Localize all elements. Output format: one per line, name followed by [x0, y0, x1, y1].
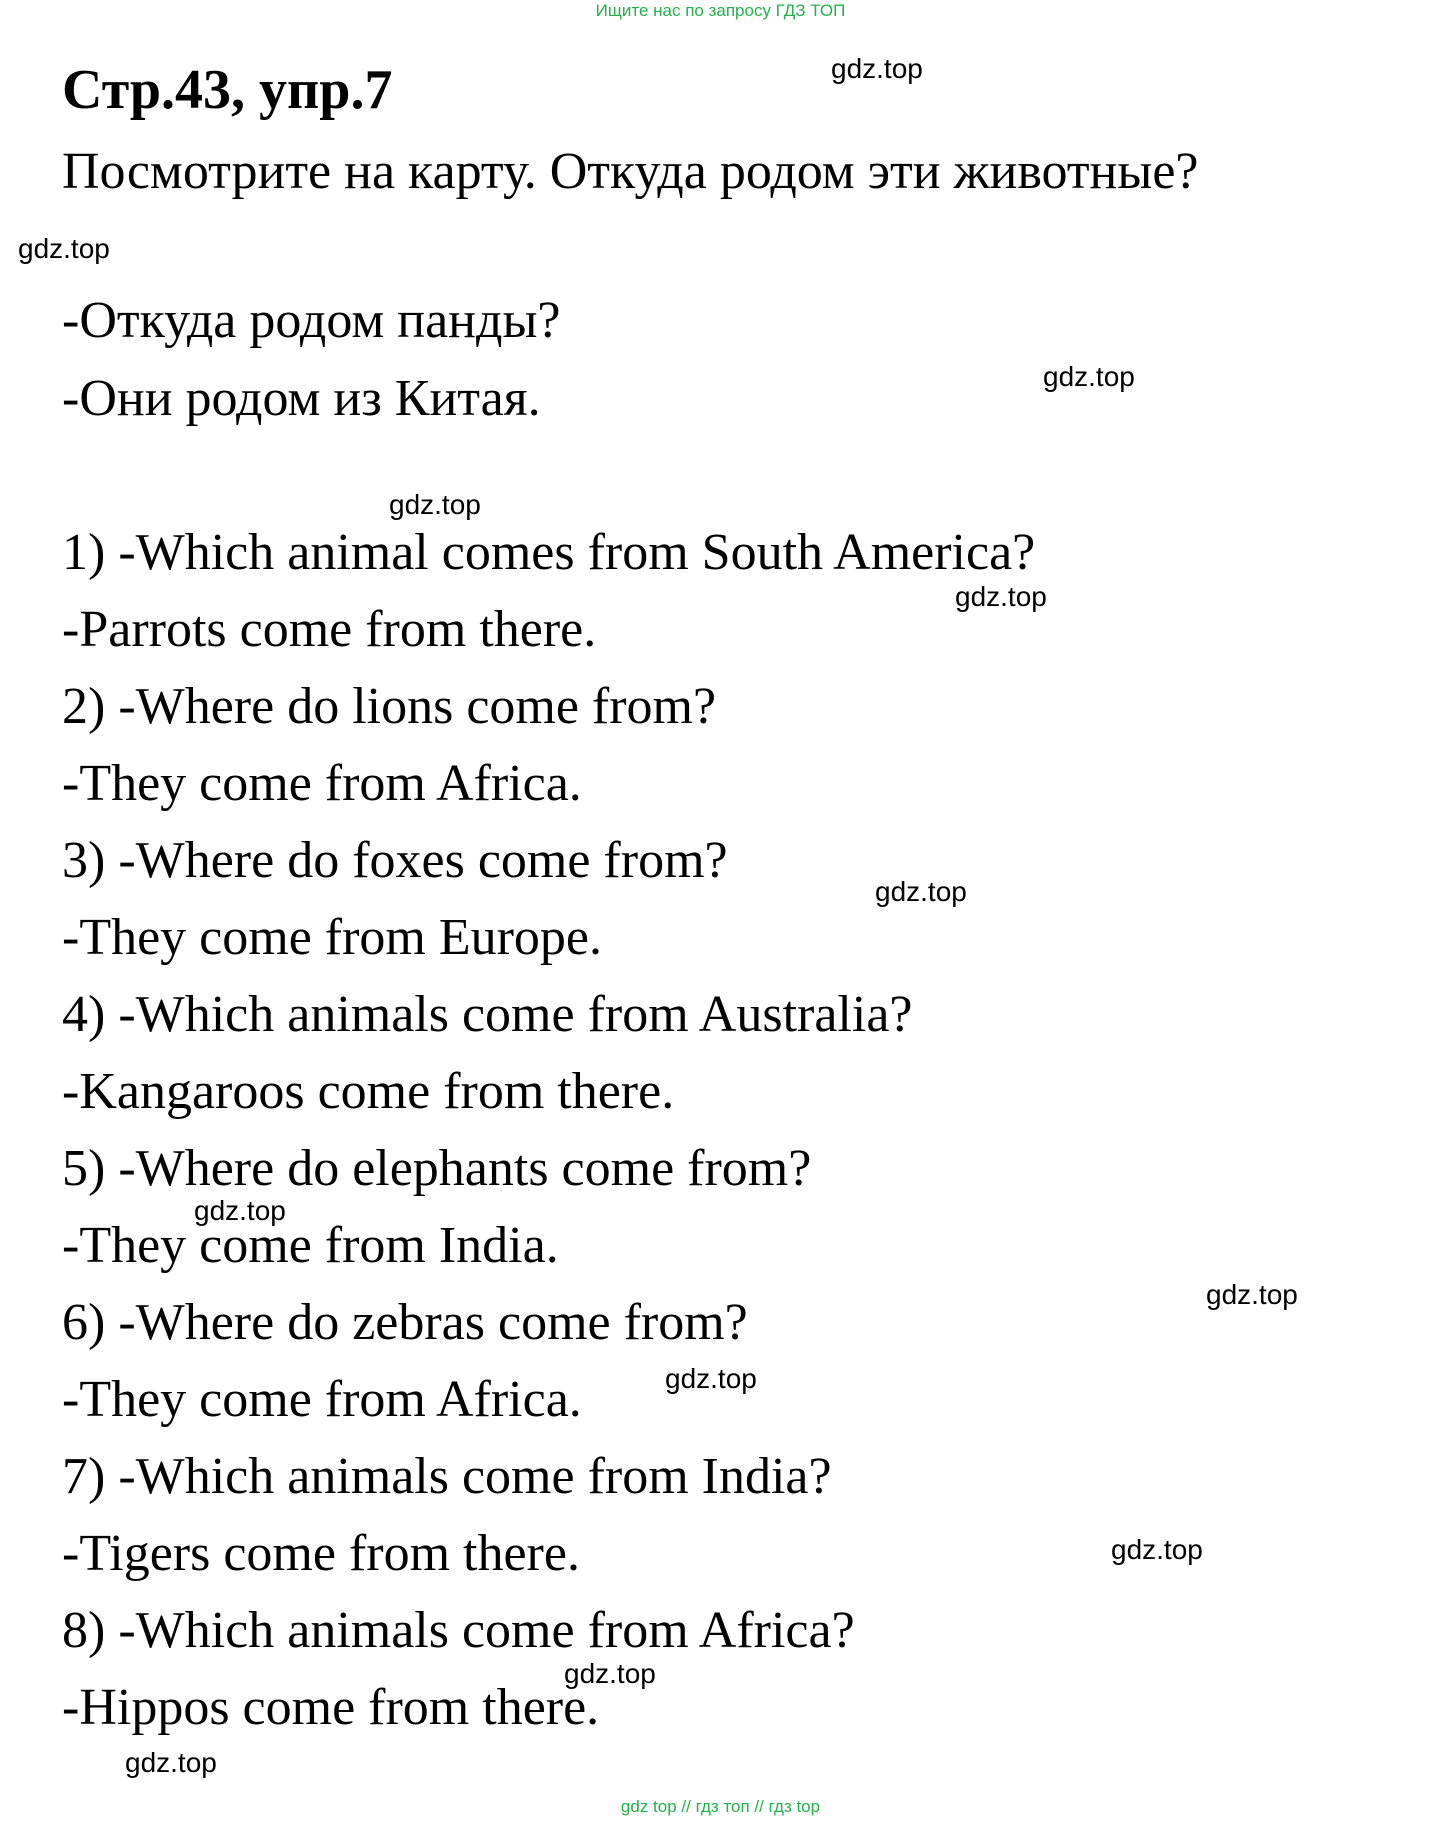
- question-1: 1) -Which animal comes from South America?: [62, 524, 1036, 581]
- watermark: gdz.top: [955, 581, 1047, 612]
- answer-7: -Tigers come from there.: [62, 1525, 580, 1582]
- page-title: Стр.43, упр.7: [62, 59, 393, 121]
- watermark: gdz.top: [1111, 1534, 1203, 1565]
- question-4: 4) -Which animals come from Australia?: [62, 986, 913, 1043]
- question-6: 6) -Where do zebras come from?: [62, 1294, 748, 1351]
- question-2: 2) -Where do lions come from?: [62, 678, 717, 735]
- footer-watermark: gdz top // гдз топ // гдз top: [620, 1797, 821, 1816]
- watermark: gdz.top: [389, 489, 481, 520]
- answer-6: -They come from Africa.: [62, 1371, 582, 1428]
- example-question: -Откуда родом панды?: [62, 292, 561, 349]
- watermark: gdz.top: [18, 233, 110, 264]
- watermark: gdz.top: [125, 1747, 217, 1778]
- example-answer: -Они родом из Китая.: [62, 370, 541, 427]
- watermark: gdz.top: [831, 53, 923, 84]
- watermark: gdz.top: [1206, 1279, 1298, 1310]
- instruction: Посмотрите на карту. Откуда родом эти животные?: [62, 143, 1199, 200]
- question-8: 8) -Which animals come from Africa?: [62, 1602, 855, 1659]
- watermark: gdz.top: [665, 1363, 757, 1394]
- watermark: gdz.top: [194, 1195, 286, 1226]
- watermark: gdz.top: [1043, 361, 1135, 392]
- top-banner: Ищите нас по запросу ГДЗ ТОП: [595, 1, 846, 20]
- question-7: 7) -Which animals come from India?: [62, 1448, 832, 1505]
- answer-4: -Kangaroos come from there.: [62, 1063, 675, 1120]
- answer-3: -They come from Europe.: [62, 909, 603, 966]
- watermark: gdz.top: [875, 876, 967, 907]
- question-5: 5) -Where do elephants come from?: [62, 1140, 812, 1197]
- question-3: 3) -Where do foxes come from?: [62, 832, 728, 889]
- watermark: gdz.top: [564, 1658, 656, 1689]
- answer-2: -They come from Africa.: [62, 755, 582, 812]
- answer-1: -Parrots come from there.: [62, 601, 597, 658]
- answer-8: -Hippos come from there.: [62, 1679, 600, 1736]
- answer-5: -They come from India.: [62, 1217, 559, 1274]
